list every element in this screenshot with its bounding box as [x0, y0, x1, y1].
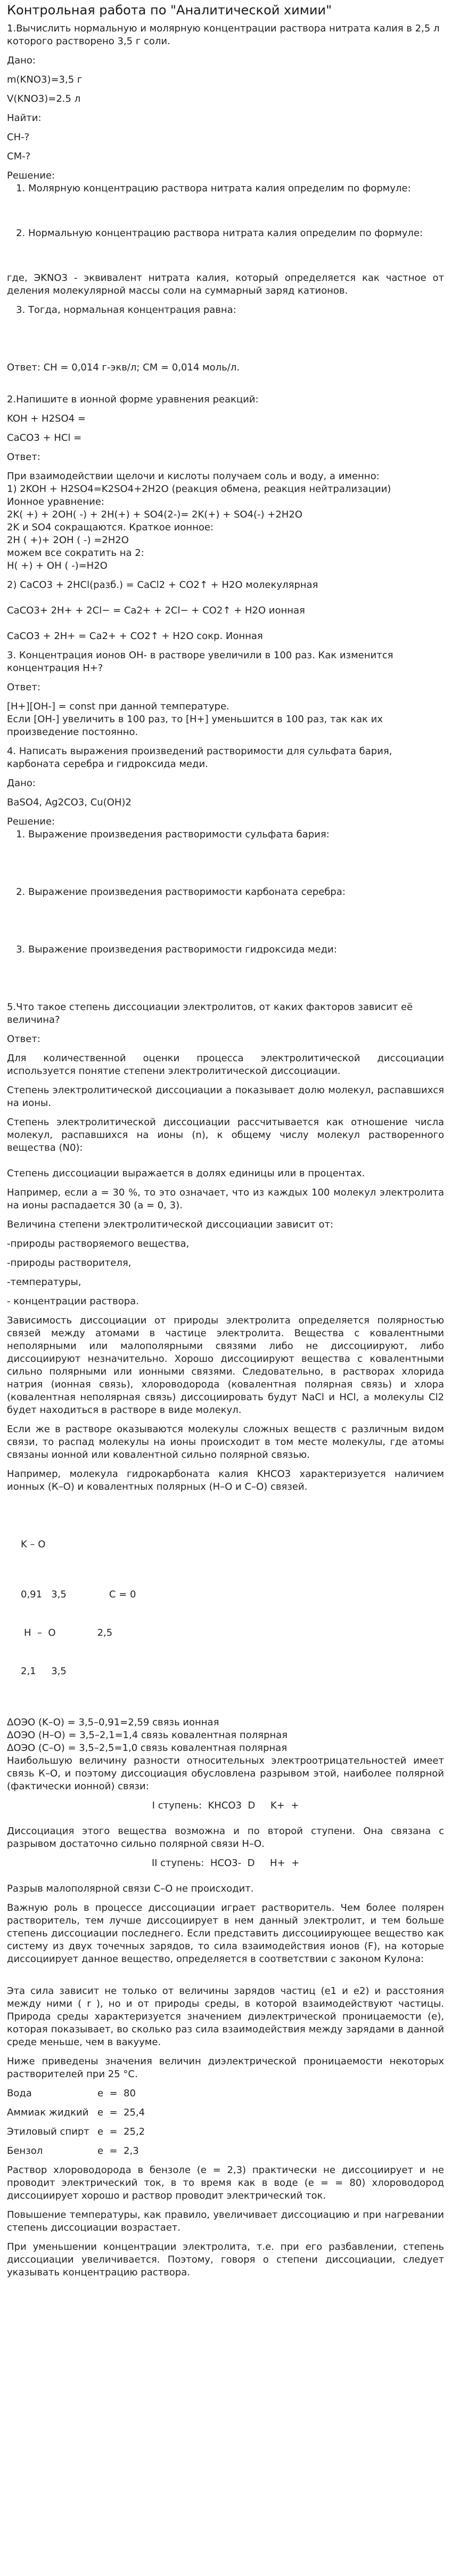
stage-1: I ступень: KHCO3 D K+ + [152, 1800, 299, 1811]
task-4-solution-label: Решение: [7, 816, 55, 827]
find-label: Найти: [7, 112, 42, 124]
task-4-steps-2 [7, 886, 444, 899]
solvent-name: Вода [7, 2088, 32, 2099]
equivalent-definition: где, ЭKNO3 - эквивалент нитрата калия, который определяется как частное от деления молекулярной массы соли на суммарный заряд катионов. [7, 272, 444, 296]
diagram-vals-2: 2,1 3,5 [21, 1666, 67, 1677]
task-2-intro: При взаимодействии щелочи и кислоты получаем соль и воду, а именно: [7, 471, 380, 482]
task-2-question: 2.Напишите в ионной форме уравнения реакций: [7, 394, 259, 405]
solution-label: Решение: [7, 170, 55, 181]
task-5-question: 5.Что такое степень диссоциации электролитов, от каких факторов зависит её величина? [7, 1002, 413, 1025]
factor-1: -природы растворяемого вещества, [7, 1238, 190, 1249]
short-ionic-2: можем все сократить на 2: [7, 547, 144, 559]
task-5-p3: Степень электролитической диссоциации рассчитывается как отношение числа молекул, распавшихся на ионы (n), к общему числу молекул растворенного вещества (N0): [7, 1117, 444, 1153]
task-5-p14: Эта сила зависит не только от величины зарядов частиц (e1 и e2) и расстояния между ними ( r ), но и от природы среды, в которой взаимодействуют частицы. Природа среды характеризуется значением диэлектрической проницаемости (e), которая показывает, во сколько раз сила взаимодействия между зарядами в данной среде меньше, чем в вакууме. [7, 1985, 444, 2048]
diagram-vals-1: 0,91 3,5 [21, 1589, 67, 1600]
short-ionic-1: 2H ( +)+ 2OH ( -) =2H2O [7, 535, 129, 546]
find-normal: CН-? [7, 132, 30, 143]
task-1-step-1: 1. Молярную концентрацию раствора нитрата калия определим по формуле: [28, 182, 444, 195]
delta-2: ΔOЭO (H–O) = 3,5–2,1=1,4 связь ковалентная полярная [7, 1730, 288, 1741]
solvent-epsilon: e = 80 [97, 2088, 136, 2099]
page-title: Контрольная работа по "Аналитической химии" [7, 3, 332, 18]
task-5 [7, 1001, 444, 2279]
solvent-name: Бензол [7, 2145, 43, 2157]
task-5-p15: Ниже приведены значения величин диэлектрической проницаемости некоторых растворителей при 25 °С. [7, 2056, 444, 2080]
task-4-steps-3 [7, 943, 444, 956]
factor-2: -природы растворителя, [7, 1257, 132, 1269]
task-1-question: 1.Вычислить нормальную и молярную концентрации раствора нитрата калия в 2,5 л которого растворено 3,5 г соли. [7, 23, 440, 47]
delta-1: ΔOЭO (K–O) = 3,5–0,91=2,59 связь ионная [7, 1717, 219, 1728]
equation-2-ionic: CaCO3+ 2H+ + 2Cl− = Ca2+ + 2Cl− + CO2↑ + H2O ионная [7, 605, 305, 616]
task-3 [7, 649, 444, 739]
task-5-p9: Например, молекула гидрокарбоната калия KHCO3 характеризуется наличием ионных (К–О) и ковалентных полярных (Н–О и С–О) связей. [7, 1468, 444, 1492]
bond-diagram [7, 1513, 444, 1703]
task-5-p5: Например, если а = 30 %, то это означает, что из каждых 100 молекул электролита на ионы распадается 30 (а = 0, 3). [7, 1187, 444, 1211]
task-1-step-2: 2. Нормальную концентрацию раствора нитрата калия определим по формуле: [28, 227, 444, 240]
task-5-p16: Раствор хлороводорода в бензоле (e = 2,3) практически не диссоциирует и не проводит электрический ток, в то время как в воде (e = = 80) хлороводород диссоциирует хорошо и раствор проводит электрический ток. [7, 2165, 444, 2201]
reaction-2: CaCO3 + HCl = [7, 432, 82, 443]
diagram-ko: K – O [21, 1539, 46, 1550]
task-5-p17: Повышение температуры, как правило, увеличивает диссоциацию и при нагревании степень диссоциации возрастает. [7, 2209, 444, 2233]
given-label: Дано: [7, 55, 36, 66]
task-5-p1: Для количественной оценки процесса электролитической диссоциации используется понятие степени электролитической диссоциации. [7, 1053, 444, 1077]
task-5-p4: Степень диссоциации выражается в долях единицы или в процентах. [7, 1168, 365, 1179]
task-1 [7, 22, 444, 374]
task-1-steps [7, 182, 444, 195]
task-4-step-2: 2. Выражение произведения растворимости карбоната серебра: [28, 886, 444, 899]
stage-2: II ступень: HCO3- D H+ + [151, 1858, 300, 1869]
task-4 [7, 745, 444, 1001]
diagram-row-3 [21, 1665, 444, 1678]
reduce-note: 2K и SO4 сокращаются. Краткое ионное: [7, 522, 214, 533]
task-5-p6: Величина степени электролитической диссоциации зависит от: [7, 1219, 334, 1230]
short-ionic-3: H( +) + OH ( -)=H2O [7, 560, 108, 571]
solvent-table [7, 2087, 444, 2158]
diagram-c: C = 0 [109, 1589, 136, 1600]
ionic-label: Ионное уравнение: [7, 496, 104, 507]
diagram-row-2 [21, 1627, 444, 1640]
task-3-line-2: Если [OH-] увеличить в 100 раз, то [H+] уменьшится в 100 раз, так как их произведение постоянно. [7, 714, 383, 738]
task-3-question: 3. Концентрация ионов ОН- в растворе увеличили в 100 раз. Как изменится концентрация Н+? [7, 650, 393, 674]
task-4-step-1: 1. Выражение произведения растворимости сульфата бария: [28, 828, 444, 841]
task-4-given: BaSO4, Ag2CO3, Cu(OH)2 [7, 797, 132, 808]
answer-label: Ответ: [7, 451, 40, 463]
given-volume: V(KNO3)=2.5 л [7, 93, 81, 104]
equation-2-short: CaCO3 + 2H+ = Ca2+ + CO2↑ + H2O сокр. Ионная [7, 631, 263, 642]
solvent-epsilon: e = 25,4 [97, 2107, 145, 2118]
solvent-row [7, 2087, 444, 2100]
diagram-25: 2,5 [97, 1627, 113, 1638]
task-4-question: 4. Написать выражения произведений растворимости для сульфата бария, карбоната серебра и гидроксида меди. [7, 746, 392, 770]
delta-3: ΔOЭO (C–O) = 3,5–2,5=1,0 связь ковалентная полярная [7, 1742, 288, 1754]
task-5-p2: Степень электролитической диссоциации а показывает долю молекул, распавшихся на ионы. [7, 1085, 444, 1109]
solvent-row [7, 2106, 444, 2119]
given-mass: m(KNO3)=3,5 г [7, 74, 83, 85]
solvent-row [7, 2126, 444, 2138]
solvent-epsilon: e = 2,3 [97, 2145, 139, 2157]
task-4-step-3: 3. Выражение произведения растворимости гидроксида меди: [28, 943, 444, 956]
ionic-equation: 2K( +) + 2OH( -) + 2H(+) + SO4(2-)= 2K(+) + SO4(-) +2H2O [7, 509, 302, 520]
task-5-p8: Если же в растворе оказываются молекулы сложных веществ с различным видом связи, то распад молекулы на ионы происходит в том месте молекулы, где атомы связаны ионной или ковалентной сильно полярной связью. [7, 1424, 444, 1460]
solvent-name: Этиловый спирт [7, 2126, 89, 2137]
reaction-1: KOH + H2SO4 = [7, 413, 86, 424]
task-5-p13: Важную роль в процессе диссоциации играет растворитель. Чем более полярен растворитель, тем лучше диссоциирует в нем данный электролит, и тем больше степень диссоциации последнего. Если представить диссоциирующее вещество как систему из двух точечных зарядов, то сила взаимодействия ионов (F), на которые диссоциирует данное вещество, определяется в соответствии с законом Кулона: [7, 1902, 444, 1965]
diagram-row-1 [21, 1588, 444, 1601]
equation-2: 2) CaCO3 + 2HCl(разб.) = CaCl2 + CO2↑ + H2O молекулярная [7, 579, 318, 591]
factor-4: - концентрации раствора. [7, 1296, 139, 1307]
find-molar: CМ-? [7, 151, 31, 162]
task-1-step-3: 3. Тогда, нормальная концентрация равна: [28, 304, 444, 317]
task-3-answer-label: Ответ: [7, 682, 40, 693]
task-4-given-label: Дано: [7, 778, 36, 789]
solvent-row [7, 2145, 444, 2158]
task-1-steps-2 [7, 227, 444, 240]
task-5-p12: Разрыв малополярной связи С–О не происходит. [7, 1883, 254, 1894]
task-3-line-1: [H+][OH-] = const при данной температуре. [7, 701, 229, 712]
task-5-p11: Диссоциация этого вещества возможна и по второй ступени. Она связана с разрывом достаточно сильно полярной связи Н–О. [7, 1826, 444, 1850]
task-2 [7, 393, 444, 643]
task-4-steps-1 [7, 828, 444, 841]
task-5-answer-label: Ответ: [7, 1033, 40, 1045]
task-1-steps-3 [7, 304, 444, 317]
task-5-p7: Зависимость диссоциации от природы электролита определяется полярностью связей между атомами в частице электролита. Вещества с ковалентными неполярными или малополярными связями либо не диссоциируют, либо диссоциируют незначительно. Хорошо диссоциируют вещества с ковалентными сильно полярными или ионными связями. Следовательно, в растворах хлорида натрия (ионная связь), хлороводорода (ковалентная полярная связь) и хлора (ковалентная неполярная связь) диссоциировать будут NaCl и HCl, а молекулы Cl2 будет находиться в растворе в виде молекул. [7, 1315, 444, 1416]
task-5-p10: Наибольшую величину разности относительных электроотрицательностей имеет связь К–О, и поэтому диссоциация обусловлена разрывом этой, наиболее полярной (фактически ионной) связи: [7, 1755, 444, 1792]
solvent-epsilon: e = 25,2 [97, 2126, 145, 2137]
factor-3: -температуры, [7, 1277, 81, 1288]
diagram-ho: H – O [24, 1627, 56, 1638]
solvent-name: Аммиак жидкий [7, 2107, 89, 2118]
equation-1: 1) 2KOH + H2SO4=K2SO4+2H2O (реакция обмена, реакция нейтрализации) [7, 483, 391, 495]
task-5-p18: При уменьшении концентрации электролита, т.е. при его разбавлении, степень диссоциации увеличивается. Поэтому, говоря о степени диссоциации, следует указывать концентрацию раствора. [7, 2241, 444, 2278]
task-1-answer: Ответ: CН = 0,014 г-экв/л; CМ = 0,014 моль/л. [7, 362, 240, 373]
